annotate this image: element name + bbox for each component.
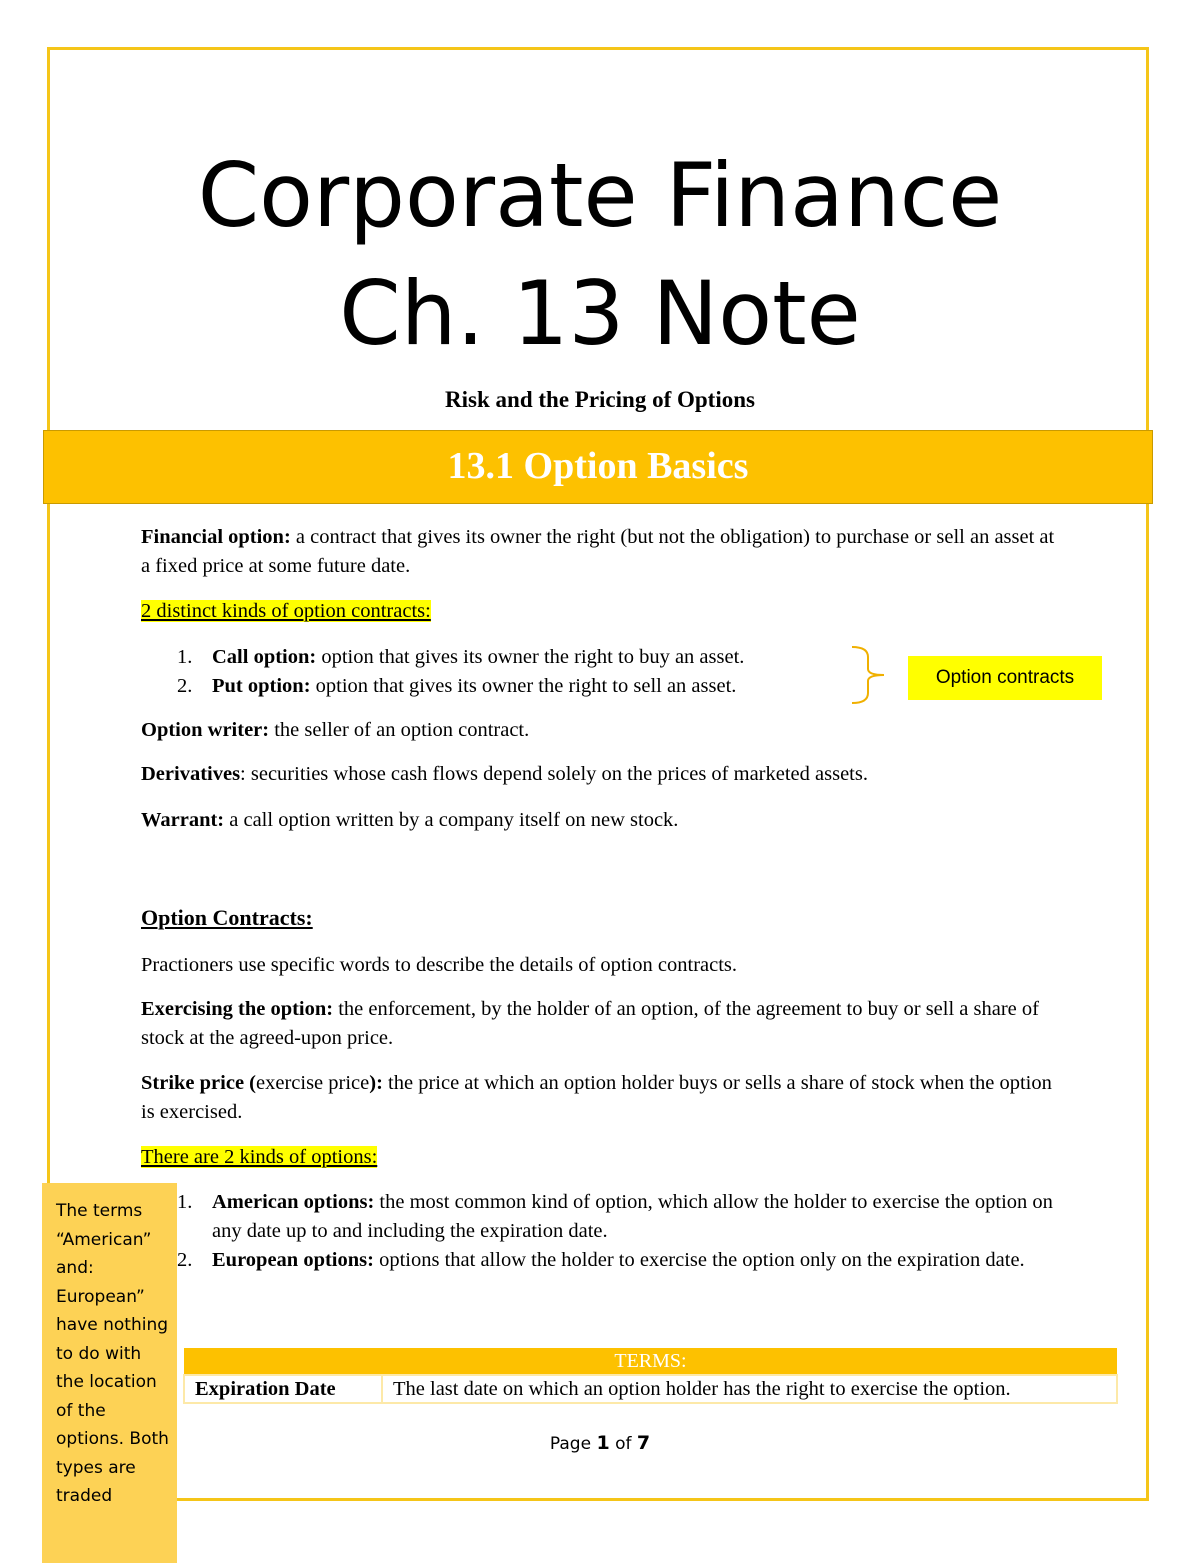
derivatives-definition: Derivatives: securities whose cash flows depend solely on the prices of marketed assets. bbox=[141, 763, 868, 785]
definition-cell: The last date on which an option holder has the right to exercise the option. bbox=[382, 1375, 1117, 1403]
list-item-american-options: 1. American options: the most common kind of option, which allow the holder to exercise the option on any date up to and including the expiration date. bbox=[177, 1191, 1053, 1242]
document-title-line2: Ch. 13 Note bbox=[339, 262, 861, 365]
curly-brace-icon bbox=[848, 645, 892, 705]
document-subtitle: Risk and the Pricing of Options bbox=[445, 387, 755, 412]
option-writer-definition: Option writer: the seller of an option contract. bbox=[141, 719, 530, 741]
terms-table bbox=[183, 1348, 1118, 1404]
exercising-definition: Exercising the option: the enforcement, by the holder of an option, of the agreement to buy or sell a share of stock at the agreed-upon price. bbox=[141, 998, 1039, 1049]
term: Financial option: bbox=[141, 526, 291, 548]
table-row bbox=[184, 1375, 1117, 1403]
financial-option-definition: Financial option: a contract that gives its owner the right (but not the obligation) to purchase or sell an asset at a fixed price at some future date. bbox=[141, 526, 1055, 577]
option-contracts-heading: Option Contracts: bbox=[141, 905, 313, 930]
section-heading: 13.1 Option Basics bbox=[43, 430, 1153, 504]
terms-table-header-row bbox=[184, 1348, 1117, 1375]
strike-price-definition: Strike price (exercise price): the price at which an option holder buys or sells a share of stock when the option is exercised. bbox=[141, 1072, 1052, 1123]
option-kinds-label: 2 distinct kinds of option contracts: bbox=[141, 600, 431, 622]
kinds-of-options-label: There are 2 kinds of options: bbox=[141, 1146, 378, 1168]
list-item-call-option: 1. Call option: option that gives its owner the right to buy an asset. bbox=[177, 646, 745, 668]
terms-table-header: TERMS: bbox=[184, 1348, 1117, 1375]
side-note: The terms “American” and: European” have nothing to do with the location of the options. Both types are traded bbox=[42, 1183, 177, 1563]
warrant-definition: Warrant: a call option written by a company itself on new stock. bbox=[141, 809, 679, 831]
list-item-put-option: 2. Put option: option that gives its owner the right to sell an asset. bbox=[177, 675, 737, 697]
term-cell: Expiration Date bbox=[184, 1375, 382, 1403]
practioners-text: Practioners use specific words to describe the details of option contracts. bbox=[141, 954, 738, 976]
option-contracts-callout: Option contracts bbox=[908, 656, 1102, 700]
page-footer: Page 1 of 7 bbox=[549, 1432, 651, 1454]
document-title-line1: Corporate Finance bbox=[197, 144, 1003, 247]
list-item-european-options: 2. European options: options that allow the holder to exercise the option only on the expiration date. bbox=[177, 1249, 1025, 1271]
